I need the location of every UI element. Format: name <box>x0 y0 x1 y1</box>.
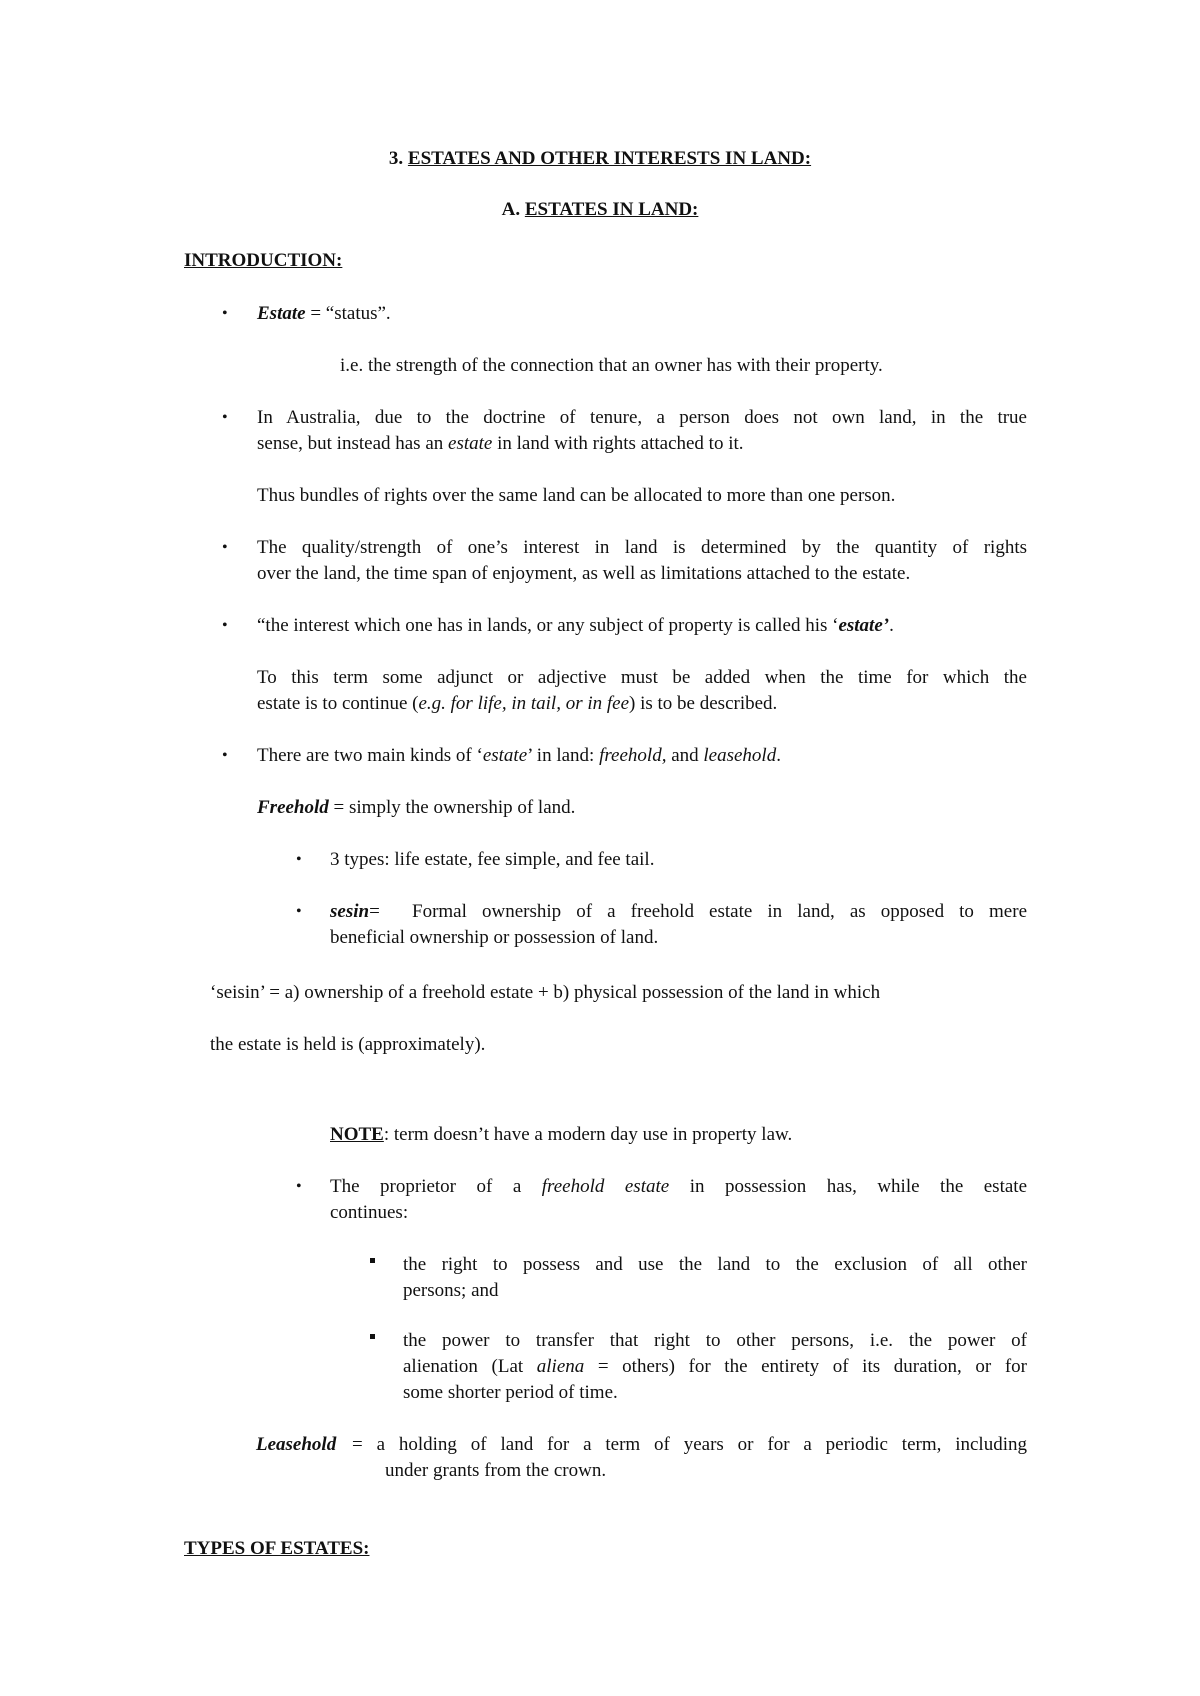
section-letter: A. <box>501 199 525 220</box>
text-span: alienation (Lat <box>403 1356 537 1377</box>
bullet-glyph: • <box>296 851 302 868</box>
bundles-line: Thus bundles of rights over the same land can be allocated to more than one person. <box>257 485 896 506</box>
bullet-glyph: • <box>222 539 228 556</box>
text-span: The proprietor of a <box>330 1176 542 1197</box>
two-kinds-line <box>257 743 781 769</box>
estate-definition <box>257 301 391 327</box>
estate-bold-italic: estate’ <box>838 615 890 636</box>
section-text: ESTATES IN LAND: <box>524 199 699 220</box>
quality-line-1: The quality/strength of one’s interest in land is determined by the quantity of rights <box>257 537 1027 558</box>
estate-italic: estate <box>448 433 493 454</box>
australia-line-2 <box>257 431 744 457</box>
bullet-glyph: • <box>222 747 228 764</box>
section-title <box>0 197 1200 223</box>
seisin-line-2: the estate is held is (approximately). <box>210 1034 486 1055</box>
text-span: in land with rights attached to it. <box>492 433 744 454</box>
bullet-glyph: • <box>222 617 228 634</box>
sesin-line-1: Formal ownership of a freehold estate in land, as opposed to mere <box>412 901 1027 922</box>
proprietor-line-2: continues: <box>330 1202 409 1223</box>
aliena-italic: aliena <box>536 1356 585 1377</box>
power-line-2 <box>403 1354 1027 1380</box>
leasehold-definition <box>256 1432 336 1458</box>
sesin-term: sesin <box>330 901 370 922</box>
proprietor-line-1 <box>330 1174 1027 1200</box>
right-line-2: persons; and <box>403 1280 499 1301</box>
types-of-estates-heading: TYPES OF ESTATES: <box>184 1538 370 1559</box>
text-span: sense, but instead has an <box>257 433 449 454</box>
freehold-estate-italic: freehold estate <box>541 1176 670 1197</box>
text-span: : term doesn’t have a modern day use in property law. <box>383 1124 793 1145</box>
text-span: . <box>776 745 781 766</box>
text-span: ) is to be described. <box>629 693 778 714</box>
right-line-1: the right to possess and use the land to the exclusion of all other <box>403 1254 1027 1275</box>
leasehold-line-2: under grants from the crown. <box>385 1460 607 1481</box>
bullet-glyph: • <box>222 409 228 426</box>
sesin-term-line <box>330 899 380 925</box>
square-bullet <box>370 1258 375 1263</box>
freehold-definition <box>257 795 575 821</box>
text-span: = <box>369 901 380 922</box>
freehold-types: 3 types: life estate, fee simple, and fee tail. <box>330 849 655 870</box>
power-line-3: some shorter period of time. <box>403 1382 618 1403</box>
power-line-1: the power to transfer that right to other persons, i.e. the power of <box>403 1330 1027 1351</box>
freehold-italic: freehold, <box>599 745 667 766</box>
quality-line-2: over the land, the time span of enjoyment, as well as limitations attached to the estate. <box>257 563 911 584</box>
freehold-term: Freehold <box>257 797 329 818</box>
title-text: ESTATES AND OTHER INTERESTS IN LAND: <box>407 148 812 169</box>
title-number: 3. <box>388 148 408 169</box>
estate-ie-line: i.e. the strength of the connection that an owner has with their property. <box>340 355 883 376</box>
australia-line-1: In Australia, due to the doctrine of tenure, a person does not own land, in the true <box>257 407 1027 428</box>
document-title <box>0 146 1200 172</box>
text-span: . <box>889 615 894 636</box>
note-label: NOTE <box>330 1124 384 1145</box>
estate-italic: estate <box>482 745 528 766</box>
seisin-line-1: ‘seisin’ = a) ownership of a freehold estate + b) physical possession of the land in which <box>210 982 881 1003</box>
text-span: in possession has, while the estate <box>669 1176 1027 1197</box>
estate-def-text: = “status”. <box>305 303 391 324</box>
square-bullet <box>370 1334 375 1339</box>
adjunct-line-1: To this term some adjunct or adjective must be added when the time for which the <box>257 667 1027 688</box>
text-span: “the interest which one has in lands, or any subject of property is called his ‘ <box>257 615 839 636</box>
quote-line <box>257 613 894 639</box>
example-italic: e.g. for life, in tail, or in fee <box>418 693 630 714</box>
text-span: ’ in land: <box>527 745 600 766</box>
adjunct-line-2 <box>257 691 777 717</box>
text-span: estate is to continue ( <box>257 693 419 714</box>
leasehold-term: Leasehold <box>256 1434 337 1455</box>
text-span: = simply the ownership of land. <box>328 797 576 818</box>
note-line <box>330 1122 792 1148</box>
bullet-glyph: • <box>222 305 228 322</box>
bullet-glyph: • <box>296 903 302 920</box>
leasehold-line-1: = a holding of land for a term of years or for a periodic term, including <box>352 1434 1027 1455</box>
estate-term: Estate <box>257 303 306 324</box>
introduction-heading: INTRODUCTION: <box>184 250 343 271</box>
sesin-line-2: beneficial ownership or possession of land. <box>330 927 659 948</box>
text-span: There are two main kinds of ‘ <box>257 745 483 766</box>
text-span: = others) for the entirety of its duration, or for <box>584 1356 1027 1377</box>
bullet-glyph: • <box>296 1178 302 1195</box>
leasehold-italic: leasehold <box>703 745 777 766</box>
text-span: and <box>666 745 704 766</box>
